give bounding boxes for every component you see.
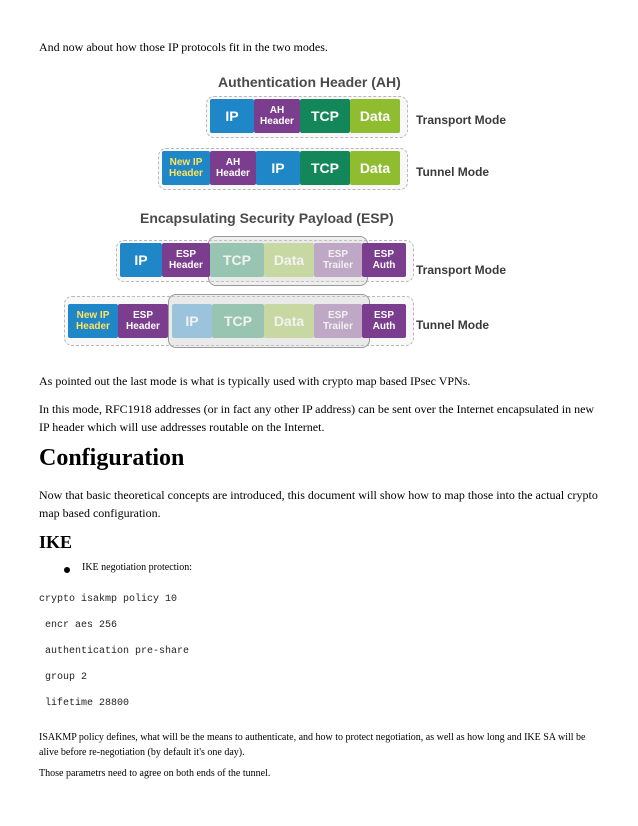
esp-tunnel-data: Data — [264, 304, 314, 338]
esp-tunnel-esp-auth: ESP Auth — [362, 304, 406, 338]
paragraph-isakmp-policy: ISAKMP policy defines, what will be the means to authenticate, and how to protect negotiation, as well as how long and IKE SA will be alive before re-negotiation (by default it's one day). — [39, 732, 586, 758]
code-line-4: group 2 — [39, 672, 88, 683]
ah-transport-mode-label: Transport Mode — [416, 113, 507, 127]
esp-title: Encapsulating Security Payload (ESP) — [140, 210, 394, 226]
code-line-3: authentication pre-share — [39, 646, 190, 657]
ah-title: Authentication Header (AH) — [218, 74, 401, 90]
esp-transport-esp-auth: ESP Auth — [362, 243, 406, 277]
ah-tunnel-ip: IP — [256, 151, 300, 185]
esp-transport-esp-trailer: ESP Trailer — [314, 243, 362, 277]
paragraph-rfc1918: In this mode, RFC1918 addresses (or in fact any other IP address) can be sent over the Internet encapsulated in new IP header which will use addresses routable on the Internet. — [39, 402, 595, 434]
code-line-5: lifetime 28800 — [39, 698, 130, 709]
esp-transport-tcp: TCP — [210, 243, 264, 277]
ah-tunnel-mode-label: Tunnel Mode — [416, 165, 490, 179]
paragraph-last-mode: As pointed out the last mode is what is typically used with crypto map based IPsec VPNs. — [39, 374, 471, 388]
bullet-ike-negotiation: IKE negotiation protection: — [82, 562, 192, 573]
ah-transport-ah-header: AH Header — [254, 99, 300, 133]
code-line-2: encr aes 256 — [39, 620, 118, 631]
esp-tunnel-ip: IP — [172, 304, 212, 338]
esp-tunnel-tcp: TCP — [212, 304, 264, 338]
esp-transport-ip: IP — [120, 243, 162, 277]
esp-transport-esp-header: ESP Header — [162, 243, 210, 277]
ah-transport-data: Data — [350, 99, 400, 133]
ah-transport-ip: IP — [210, 99, 254, 133]
paragraph-concepts: Now that basic theoretical concepts are introduced, this document will show how to map those into the actual crypto map based configuration. — [39, 488, 598, 520]
ah-transport-tcp: TCP — [300, 99, 350, 133]
code-line-1: crypto isakmp policy 10 — [39, 594, 178, 605]
ah-tunnel-ah-header: AH Header — [210, 151, 256, 185]
heading-ike: IKE — [39, 532, 73, 552]
bullet-dot — [64, 567, 70, 573]
esp-transport-data: Data — [264, 243, 314, 277]
esp-tunnel-esp-header: ESP Header — [118, 304, 168, 338]
esp-transport-mode-label: Transport Mode — [416, 263, 507, 277]
paragraph-parameters: Those parametrs need to agree on both ends of the tunnel. — [39, 768, 271, 779]
ipsec-modes-diagram — [60, 70, 507, 355]
intro-paragraph: And now about how those IP protocols fit in the two modes. — [39, 40, 328, 54]
esp-tunnel-esp-trailer: ESP Trailer — [314, 304, 362, 338]
heading-configuration: Configuration — [39, 445, 185, 471]
ah-tunnel-tcp: TCP — [300, 151, 350, 185]
esp-tunnel-mode-label: Tunnel Mode — [416, 318, 490, 332]
ah-tunnel-new-ip-header: New IP Header — [162, 151, 210, 185]
esp-tunnel-new-ip-header: New IP Header — [68, 304, 118, 338]
ah-tunnel-data: Data — [350, 151, 400, 185]
